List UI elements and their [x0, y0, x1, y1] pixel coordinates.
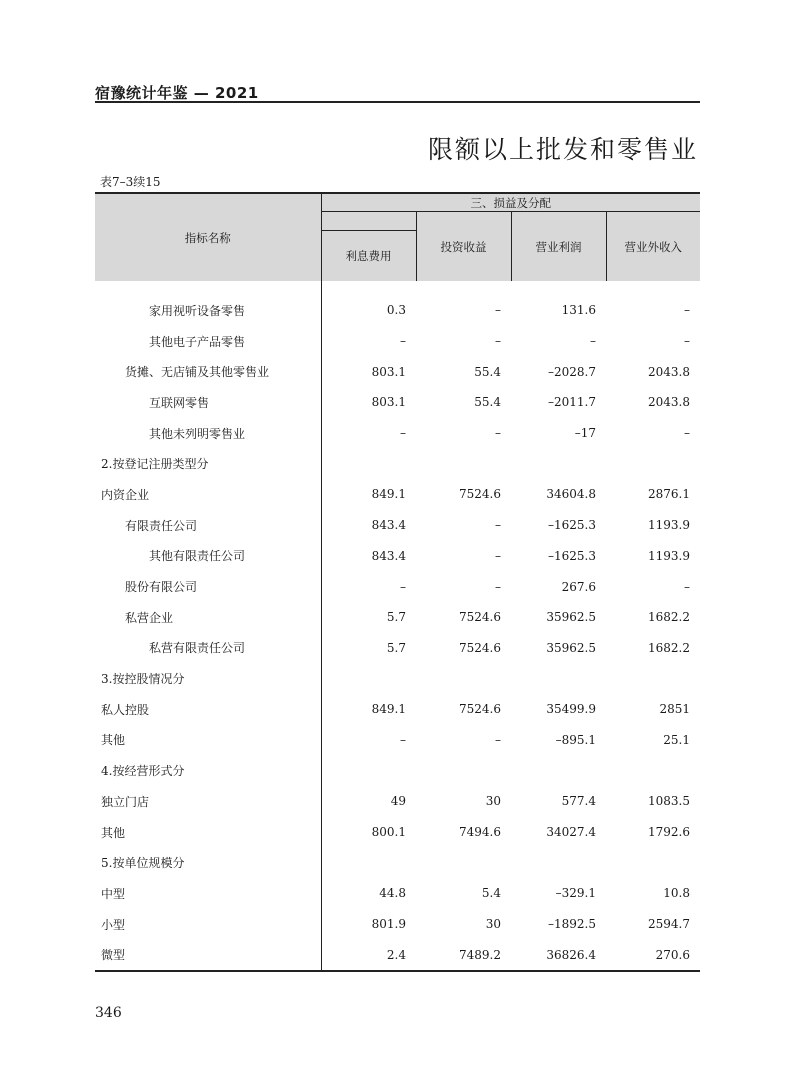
table-row — [95, 326, 700, 357]
interest-expense-cell: 843.4 — [371, 518, 406, 533]
table-row — [95, 817, 700, 848]
table-row — [95, 448, 700, 479]
non-operating-income-cell — [606, 755, 700, 786]
page-number: 346 — [95, 1005, 122, 1021]
row-indicator-name: 家用视听设备零售 — [95, 281, 321, 326]
table-row — [95, 602, 700, 633]
non-operating-income-cell: – — [684, 426, 690, 441]
row-indicator-name: 有限责任公司 — [95, 510, 321, 541]
interest-expense-cell: 843.4 — [371, 548, 406, 563]
non-operating-income-cell: – — [684, 579, 690, 594]
interest-expense-cell — [321, 847, 416, 878]
investment-income-cell: 55.4 — [474, 364, 501, 379]
interest-expense-cell: – — [400, 334, 406, 349]
non-operating-income-cell — [606, 847, 700, 878]
row-indicator-name: 私人控股 — [95, 694, 321, 725]
table-row — [95, 755, 700, 786]
interest-expense-cell: 849.1 — [371, 702, 406, 717]
operating-profit-cell: –2011.7 — [548, 395, 596, 410]
non-operating-income-cell: 270.6 — [606, 939, 700, 971]
investment-income-cell — [416, 663, 511, 694]
interest-expense-cell: 5.7 — [386, 640, 406, 655]
row-indicator-name: 互联网零售 — [95, 387, 321, 418]
non-operating-income-cell: – — [684, 334, 690, 349]
operating-profit-cell: –1892.5 — [548, 917, 596, 932]
running-title: 宿豫统计年鉴 — 2021 — [95, 84, 259, 102]
non-operating-income-cell: 2594.7 — [648, 917, 690, 932]
table-row — [95, 571, 700, 602]
interest-expense-cell: 0.3 — [386, 303, 406, 318]
interest-expense-cell: 801.9 — [371, 917, 406, 932]
investment-income-cell: – — [495, 334, 501, 349]
row-indicator-name: 其他电子产品零售 — [95, 326, 321, 357]
row-indicator-name: 2.按登记注册类型分 — [95, 448, 321, 479]
non-operating-income-cell — [606, 663, 700, 694]
non-operating-income-cell: 25.1 — [663, 732, 690, 747]
non-operating-income-cell: 1682.2 — [648, 610, 690, 625]
operating-profit-cell — [511, 663, 606, 694]
profit-distribution-header: 三、损益及分配 — [321, 193, 700, 212]
table-row — [95, 387, 700, 418]
investment-income-cell: 7524.6 — [459, 610, 501, 625]
operating-profit-cell — [511, 755, 606, 786]
table-row — [95, 418, 700, 449]
investment-income-cell: 7524.6 — [459, 487, 501, 502]
operating-profit-header: 营业利润 — [511, 212, 606, 282]
table-row — [95, 694, 700, 725]
interest-expense-cell: – — [400, 579, 406, 594]
non-operating-income-cell: 1682.2 — [648, 640, 690, 655]
row-indicator-name: 私营有限责任公司 — [95, 633, 321, 664]
operating-profit-cell: –329.1 — [555, 886, 596, 901]
table-label: 表7–3续15 — [100, 175, 161, 189]
investment-income-cell: 55.4 — [474, 395, 501, 410]
investment-income-cell: 7494.6 — [459, 825, 501, 840]
operating-profit-cell: 34604.8 — [546, 487, 596, 502]
row-indicator-name: 货摊、无店铺及其他零售业 — [95, 356, 321, 387]
table-body — [95, 281, 700, 971]
row-indicator-name: 独立门店 — [95, 786, 321, 817]
table-row — [95, 939, 700, 971]
operating-profit-cell: 35499.9 — [546, 702, 596, 717]
non-operating-income-cell: 1193.9 — [648, 548, 690, 563]
investment-income-cell: – — [495, 303, 501, 318]
interest-expense-cell — [321, 755, 416, 786]
interest-expense-cell: 849.1 — [371, 487, 406, 502]
investment-income-cell — [416, 448, 511, 479]
table-row — [95, 878, 700, 909]
investment-income-cell: 7524.6 — [459, 640, 501, 655]
interest-expense-cell: 803.1 — [371, 364, 406, 379]
investment-income-cell: – — [495, 579, 501, 594]
operating-profit-cell — [511, 448, 606, 479]
operating-profit-cell: 34027.4 — [546, 825, 596, 840]
table-row — [95, 663, 700, 694]
table-header — [95, 193, 700, 281]
investment-income-cell: 30 — [485, 917, 501, 932]
row-indicator-name: 其他未列明零售业 — [95, 418, 321, 449]
operating-profit-cell: –2028.7 — [548, 364, 596, 379]
non-operating-income-cell: 2043.8 — [648, 395, 690, 410]
table-row — [95, 541, 700, 572]
interest-expense-cell: 2.4 — [321, 939, 416, 971]
operating-profit-cell: 131.6 — [561, 303, 596, 318]
non-operating-income-cell: 10.8 — [663, 886, 690, 901]
row-indicator-name: 股份有限公司 — [95, 571, 321, 602]
operating-profit-cell: 35962.5 — [546, 640, 596, 655]
row-indicator-name: 内资企业 — [95, 479, 321, 510]
row-indicator-name: 小型 — [95, 909, 321, 940]
table-row — [95, 725, 700, 756]
row-indicator-name: 其他 — [95, 725, 321, 756]
investment-income-cell: – — [495, 548, 501, 563]
table-row — [95, 510, 700, 541]
non-operating-income-cell: – — [684, 303, 690, 318]
table-row — [95, 633, 700, 664]
operating-profit-cell: –1625.3 — [548, 518, 596, 533]
table-row — [95, 786, 700, 817]
row-indicator-name: 中型 — [95, 878, 321, 909]
interest-expense-cell: 800.1 — [371, 825, 406, 840]
operating-profit-cell: 267.6 — [561, 579, 596, 594]
operating-profit-cell: 35962.5 — [546, 610, 596, 625]
interest-expense-cell: 44.8 — [379, 886, 406, 901]
interest-expense-header: 利息费用 — [321, 231, 416, 282]
non-operating-income-cell: 2876.1 — [648, 487, 690, 502]
operating-profit-cell — [511, 847, 606, 878]
investment-income-cell: – — [495, 732, 501, 747]
non-operating-income-cell — [606, 448, 700, 479]
interest-expense-cell: 5.7 — [386, 610, 406, 625]
non-operating-income-cell: 2043.8 — [648, 364, 690, 379]
row-indicator-name: 微型 — [95, 939, 321, 971]
table-row — [95, 479, 700, 510]
investment-income-cell: 7524.6 — [459, 702, 501, 717]
table-row — [95, 356, 700, 387]
investment-income-cell: 7489.2 — [416, 939, 511, 971]
indicator-name-header: 指标名称 — [95, 193, 321, 281]
table-row — [95, 281, 700, 326]
row-indicator-name: 其他 — [95, 817, 321, 848]
operating-profit-cell: –895.1 — [555, 732, 596, 747]
interest-expense-cell: 803.1 — [371, 395, 406, 410]
investment-income-header: 投资收益 — [416, 212, 511, 282]
non-operating-income-cell: 1083.5 — [648, 794, 690, 809]
investment-income-cell — [416, 755, 511, 786]
interest-expense-cell — [321, 663, 416, 694]
interest-expense-cell — [321, 448, 416, 479]
non-operating-income-cell: 2851 — [659, 702, 690, 717]
row-indicator-name: 5.按单位规模分 — [95, 847, 321, 878]
operating-profit-cell: –1625.3 — [548, 548, 596, 563]
interest-expense-cell: – — [400, 426, 406, 441]
blank-subheader — [321, 212, 416, 231]
investment-income-cell: 30 — [485, 794, 501, 809]
investment-income-cell: – — [495, 426, 501, 441]
operating-profit-cell: –17 — [574, 426, 596, 441]
table-row — [95, 847, 700, 878]
interest-expense-cell: – — [400, 732, 406, 747]
operating-profit-cell: 577.4 — [561, 794, 596, 809]
investment-income-cell: – — [495, 518, 501, 533]
operating-profit-cell: – — [590, 334, 596, 349]
header-rule — [95, 101, 700, 103]
statistics-table — [95, 192, 700, 972]
table-row — [95, 909, 700, 940]
non-operating-income-cell: 1792.6 — [648, 825, 690, 840]
chapter-title: 限额以上批发和零售业 — [427, 135, 698, 164]
row-indicator-name: 私营企业 — [95, 602, 321, 633]
row-indicator-name: 其他有限责任公司 — [95, 541, 321, 572]
non-operating-income-cell: 1193.9 — [648, 518, 690, 533]
operating-profit-cell: 36826.4 — [511, 939, 606, 971]
non-operating-income-header: 营业外收入 — [606, 212, 700, 282]
investment-income-cell: 5.4 — [481, 886, 501, 901]
investment-income-cell — [416, 847, 511, 878]
interest-expense-cell: 49 — [390, 794, 406, 809]
row-indicator-name: 3.按控股情况分 — [95, 663, 321, 694]
row-indicator-name: 4.按经营形式分 — [95, 755, 321, 786]
